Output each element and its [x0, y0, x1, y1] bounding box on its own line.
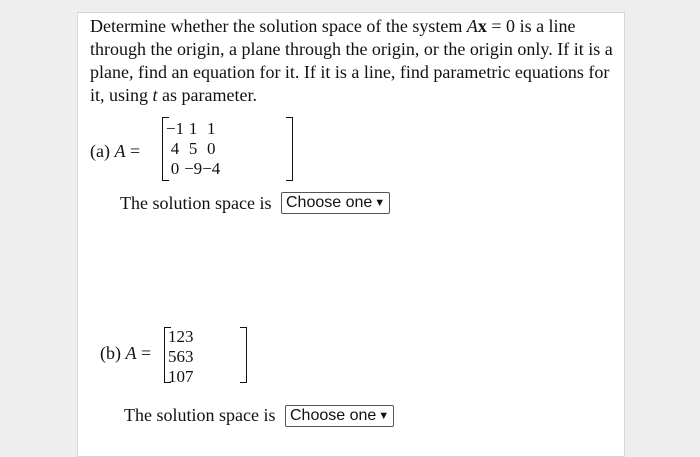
part-b-prefix: (b): [100, 343, 126, 363]
matrix-cell: 3: [185, 347, 194, 366]
part-b-solution-label: The solution space is: [124, 405, 276, 425]
part-a-matrix: [166, 119, 220, 179]
matrix-row: [168, 327, 194, 347]
math-equals-zero: = 0: [486, 16, 516, 36]
part-b-dropdown-value: Choose one: [290, 407, 377, 424]
part-b-choose-dropdown[interactable]: [285, 405, 394, 427]
matrix-cell: −1: [166, 119, 185, 138]
part-a-right-bracket: [286, 117, 293, 181]
problem-statement: [90, 15, 620, 107]
matrix-cell: 2: [176, 327, 185, 346]
math-t: t: [152, 85, 158, 105]
matrix-cell: 5: [168, 347, 177, 366]
matrix-cell: 0: [206, 139, 216, 158]
matrix-cell: 4: [170, 139, 180, 158]
matrix-row: [166, 159, 220, 179]
matrix-cell: 0: [176, 367, 185, 386]
matrix-row: [166, 139, 220, 159]
matrix-cell: 6: [176, 347, 185, 366]
question-card: [77, 12, 625, 457]
math-x-bold: x: [477, 16, 487, 36]
matrix-cell: 5: [188, 139, 198, 158]
problem-text-2: is a line through the origin, a plane through the origin, or the origin only. If it is a plane, find an equation for it. If it is a line, find parametric equations for it, using: [90, 16, 613, 105]
matrix-cell: 1: [168, 367, 177, 386]
matrix-cell: 0: [170, 159, 180, 178]
part-a-equals: =: [125, 141, 141, 161]
triangle-down-icon: ▼: [374, 197, 386, 209]
part-b-matrix: [168, 327, 194, 387]
part-a-dropdown-value: Choose one: [286, 194, 373, 211]
problem-text-1: Determine whether the solution space of the system: [90, 16, 467, 36]
matrix-row: [166, 119, 220, 139]
matrix-cell: 1: [168, 327, 177, 346]
part-b-lhs: A: [125, 343, 137, 363]
matrix-cell: 1: [188, 119, 198, 138]
matrix-cell: −9: [184, 159, 203, 178]
matrix-row: [168, 367, 194, 387]
matrix-cell: 3: [185, 327, 194, 346]
part-a-label: [90, 141, 140, 162]
part-b-right-bracket: [240, 327, 247, 383]
part-b-label: [100, 343, 151, 364]
matrix-cell: 7: [185, 367, 194, 386]
matrix-cell: −4: [202, 159, 221, 178]
part-b-equals: =: [136, 343, 152, 363]
matrix-row: [168, 347, 194, 367]
part-a-prefix: (a): [90, 141, 115, 161]
matrix-cell: 1: [206, 119, 216, 138]
problem-text-3: as parameter.: [157, 85, 257, 105]
triangle-down-icon: ▼: [378, 410, 390, 422]
part-a-solution-label: The solution space is: [120, 193, 272, 213]
part-a-lhs: A: [114, 141, 126, 161]
math-A: A: [466, 16, 478, 36]
part-a-choose-dropdown[interactable]: [281, 192, 390, 214]
